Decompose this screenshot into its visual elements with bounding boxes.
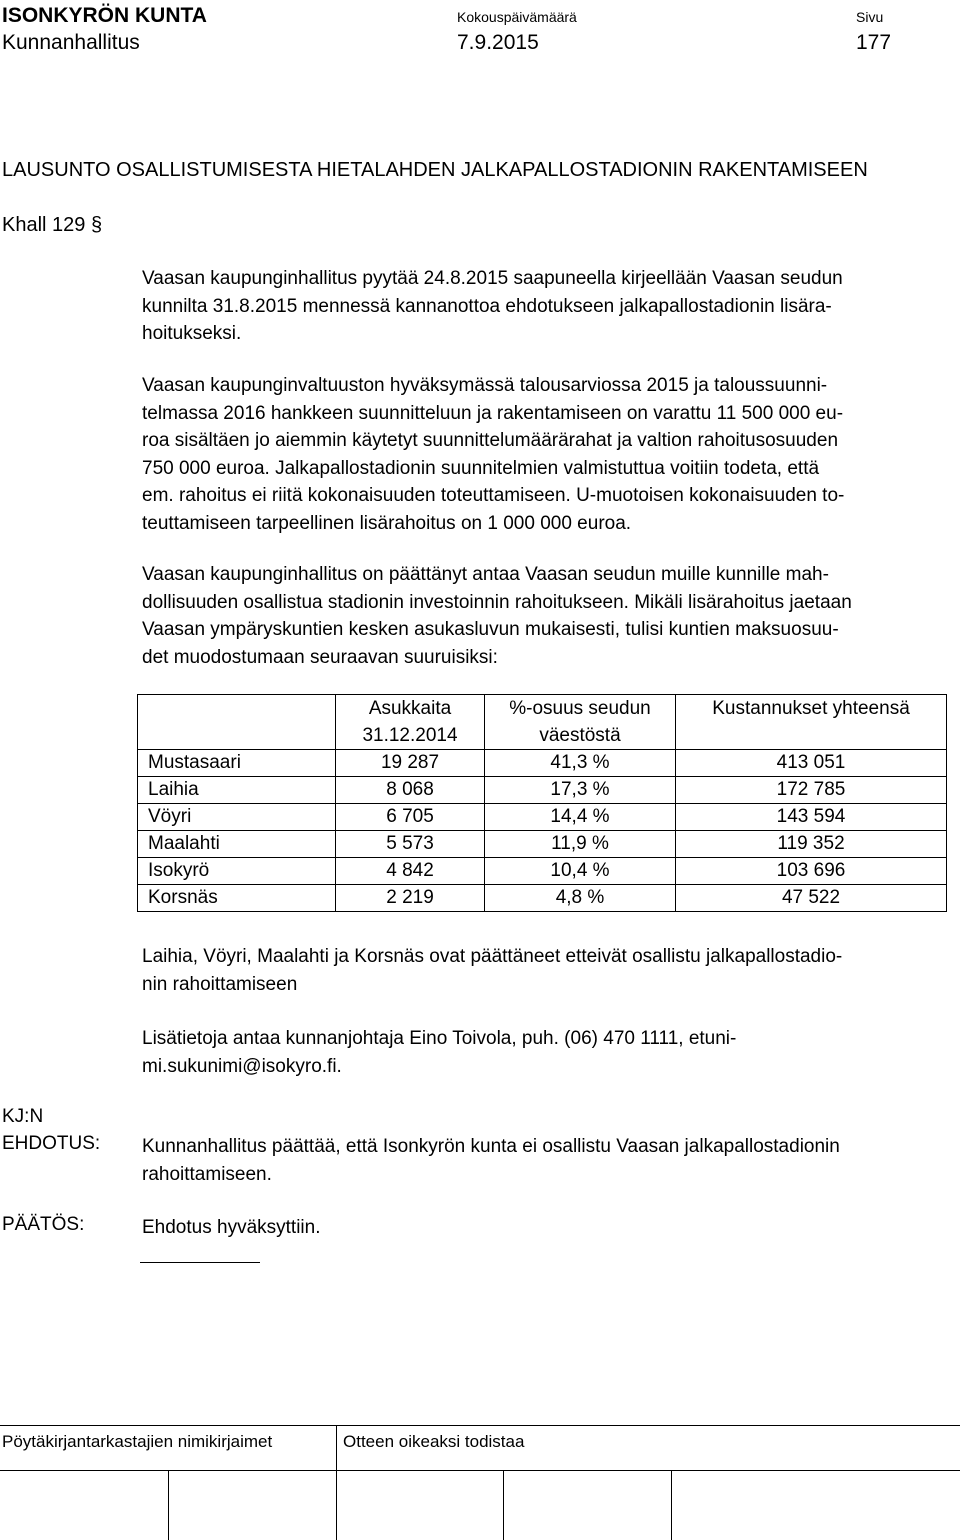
share-cell: 41,3 % [485,750,676,777]
text-line: det muodostumaan seuraavan suuruisiksi: [142,646,498,668]
paragraph-declined [142,943,942,998]
paragraph-distribution [142,561,942,671]
document-title: LAUSUNTO OSALLISTUMISESTA HIETALAHDEN JALKAPALLOSTADIONIN RAKENTAMISEEN [2,159,868,181]
kjn-label: KJ:N [2,1106,44,1127]
residents-cell: 5 573 [336,831,485,858]
cost-cell: 413 051 [676,750,947,777]
proposal-text [142,1133,942,1188]
paragraph-request [142,265,942,348]
footer-divider [0,1425,960,1426]
share-cell: 10,4 % [485,858,676,885]
text-line: Vaasan kaupunginvaltuuston hyväksymässä talousarviossa 2015 ja taloussuunni- [142,375,828,396]
share-cell: 4,8 % [485,885,676,912]
header-cell [676,695,947,750]
cost-cell: 47 522 [676,885,947,912]
footer-divider [168,1470,169,1540]
residents-cell: 2 219 [336,885,485,912]
paragraph-budget [142,372,942,537]
footer-divider [336,1425,337,1540]
header-residents-line2: 31.12.2014 [362,725,458,746]
header-cell [138,695,336,750]
header-residents-line1: Asukkaita [368,698,452,719]
table-row [138,858,947,885]
municipality-cell: Maalahti [138,831,336,858]
municipality-cell: Mustasaari [138,750,336,777]
text-line: em. rahoitus ei riitä kokonaisuuden toteuttamiseen. U-muotoisen kokonaisuuden to- [142,485,845,506]
residents-cell: 6 705 [336,804,485,831]
page-label: Sivu [856,9,884,25]
body-name: Kunnanhallitus [2,31,140,54]
municipality-cell: Laihia [138,777,336,804]
decision-text: Ehdotus hyväksyttiin. [142,1217,321,1238]
table-row [138,750,947,777]
header-share-line1: %-osuus seudun [509,698,651,719]
text-line: telmassa 2016 hankkeen suunnitteluun ja rakentamiseen on varattu 11 500 000 eu- [142,402,844,424]
table-row [138,804,947,831]
text-line: kunnilta 31.8.2015 mennessä kannanottoa ehdotukseen jalkapallostadionin lisära- [142,295,832,317]
text-line: roa sisältäen jo aiemmin käytetyt suunnittelumäärärahat ja valtion rahoitusosuuden [142,430,839,451]
cost-share-table [137,694,947,912]
page-number: 177 [856,31,892,54]
share-cell: 17,3 % [485,777,676,804]
municipality-cell: Isokyrö [138,858,336,885]
cost-cell: 119 352 [676,831,947,858]
date-label: Kokouspäivämäärä [457,9,577,25]
residents-cell: 4 842 [336,858,485,885]
text-line: Vaasan kaupunginhallitus pyytää 24.8.2015 saapuneella kirjeellään Vaasan seudun [142,268,843,289]
table-row [138,885,947,912]
meeting-date: 7.9.2015 [457,31,539,54]
table-header-row [138,695,947,750]
text-line: Kunnanhallitus päättää, että Isonkyrön kunta ei osallistu Vaasan jalkapallostadionin [142,1136,840,1157]
section-number: Khall 129 § [2,214,103,236]
proposal-label: EHDOTUS: [2,1133,101,1154]
cost-cell: 172 785 [676,777,947,804]
paragraph-contact [142,1025,942,1080]
table-row [138,831,947,858]
text-line: rahoittamiseen. [142,1163,272,1185]
text-line: hoitukseksi. [142,323,242,344]
text-line: Laihia, Vöyri, Maalahti ja Korsnäs ovat päättäneet etteivät osallistu jalkapallostadio- [142,946,843,967]
municipality-cell: Vöyri [138,804,336,831]
header-share-line2: väestöstä [539,725,621,746]
municipality-cell: Korsnäs [138,885,336,912]
footer-signatures-label: Pöytäkirjantarkastajien nimikirjaimet [2,1432,273,1451]
text-line: dollisuuden osallistua stadionin investoinnin rahoitukseen. Mikäli lisärahoitus jaetaan [142,591,852,613]
text-line: Lisätietoja antaa kunnanjohtaja Eino Toivola, puh. (06) 470 1111, etuni- [142,1028,737,1049]
signature-line [140,1262,260,1263]
footer-signature-box [0,1425,960,1540]
header-costs: Kustannukset yhteensä [712,698,910,719]
cost-cell: 103 696 [676,858,947,885]
footer-divider [0,1470,960,1471]
decision-label: PÄÄTÖS: [2,1214,85,1235]
footer-certified-label: Otteen oikeaksi todistaa [343,1432,525,1451]
cost-cell: 143 594 [676,804,947,831]
organization-name: ISONKYRÖN KUNTA [2,4,207,27]
share-cell: 11,9 % [485,831,676,858]
text-line: 750 000 euroa. Jalkapallostadionin suunnitelmien valmistuttua voitiin todeta, että [142,457,820,479]
footer-divider [671,1470,672,1540]
residents-cell: 19 287 [336,750,485,777]
table-row [138,777,947,804]
residents-cell: 8 068 [336,777,485,804]
share-cell: 14,4 % [485,804,676,831]
header-cell [485,695,676,750]
text-line: teuttamiseen tarpeellinen lisärahoitus on 1 000 000 euroa. [142,512,632,534]
header-cell [336,695,485,750]
text-line: nin rahoittamiseen [142,973,298,995]
footer-divider [503,1470,504,1540]
table-body [138,750,947,912]
text-line: Vaasan ympäryskuntien kesken asukasluvun mukaisesti, tulisi kuntien maksuosuu- [142,619,839,640]
text-line: mi.sukunimi@isokyro.fi. [142,1055,342,1077]
text-line: Vaasan kaupunginhallitus on päättänyt antaa Vaasan seudun muille kunnille mah- [142,564,829,585]
